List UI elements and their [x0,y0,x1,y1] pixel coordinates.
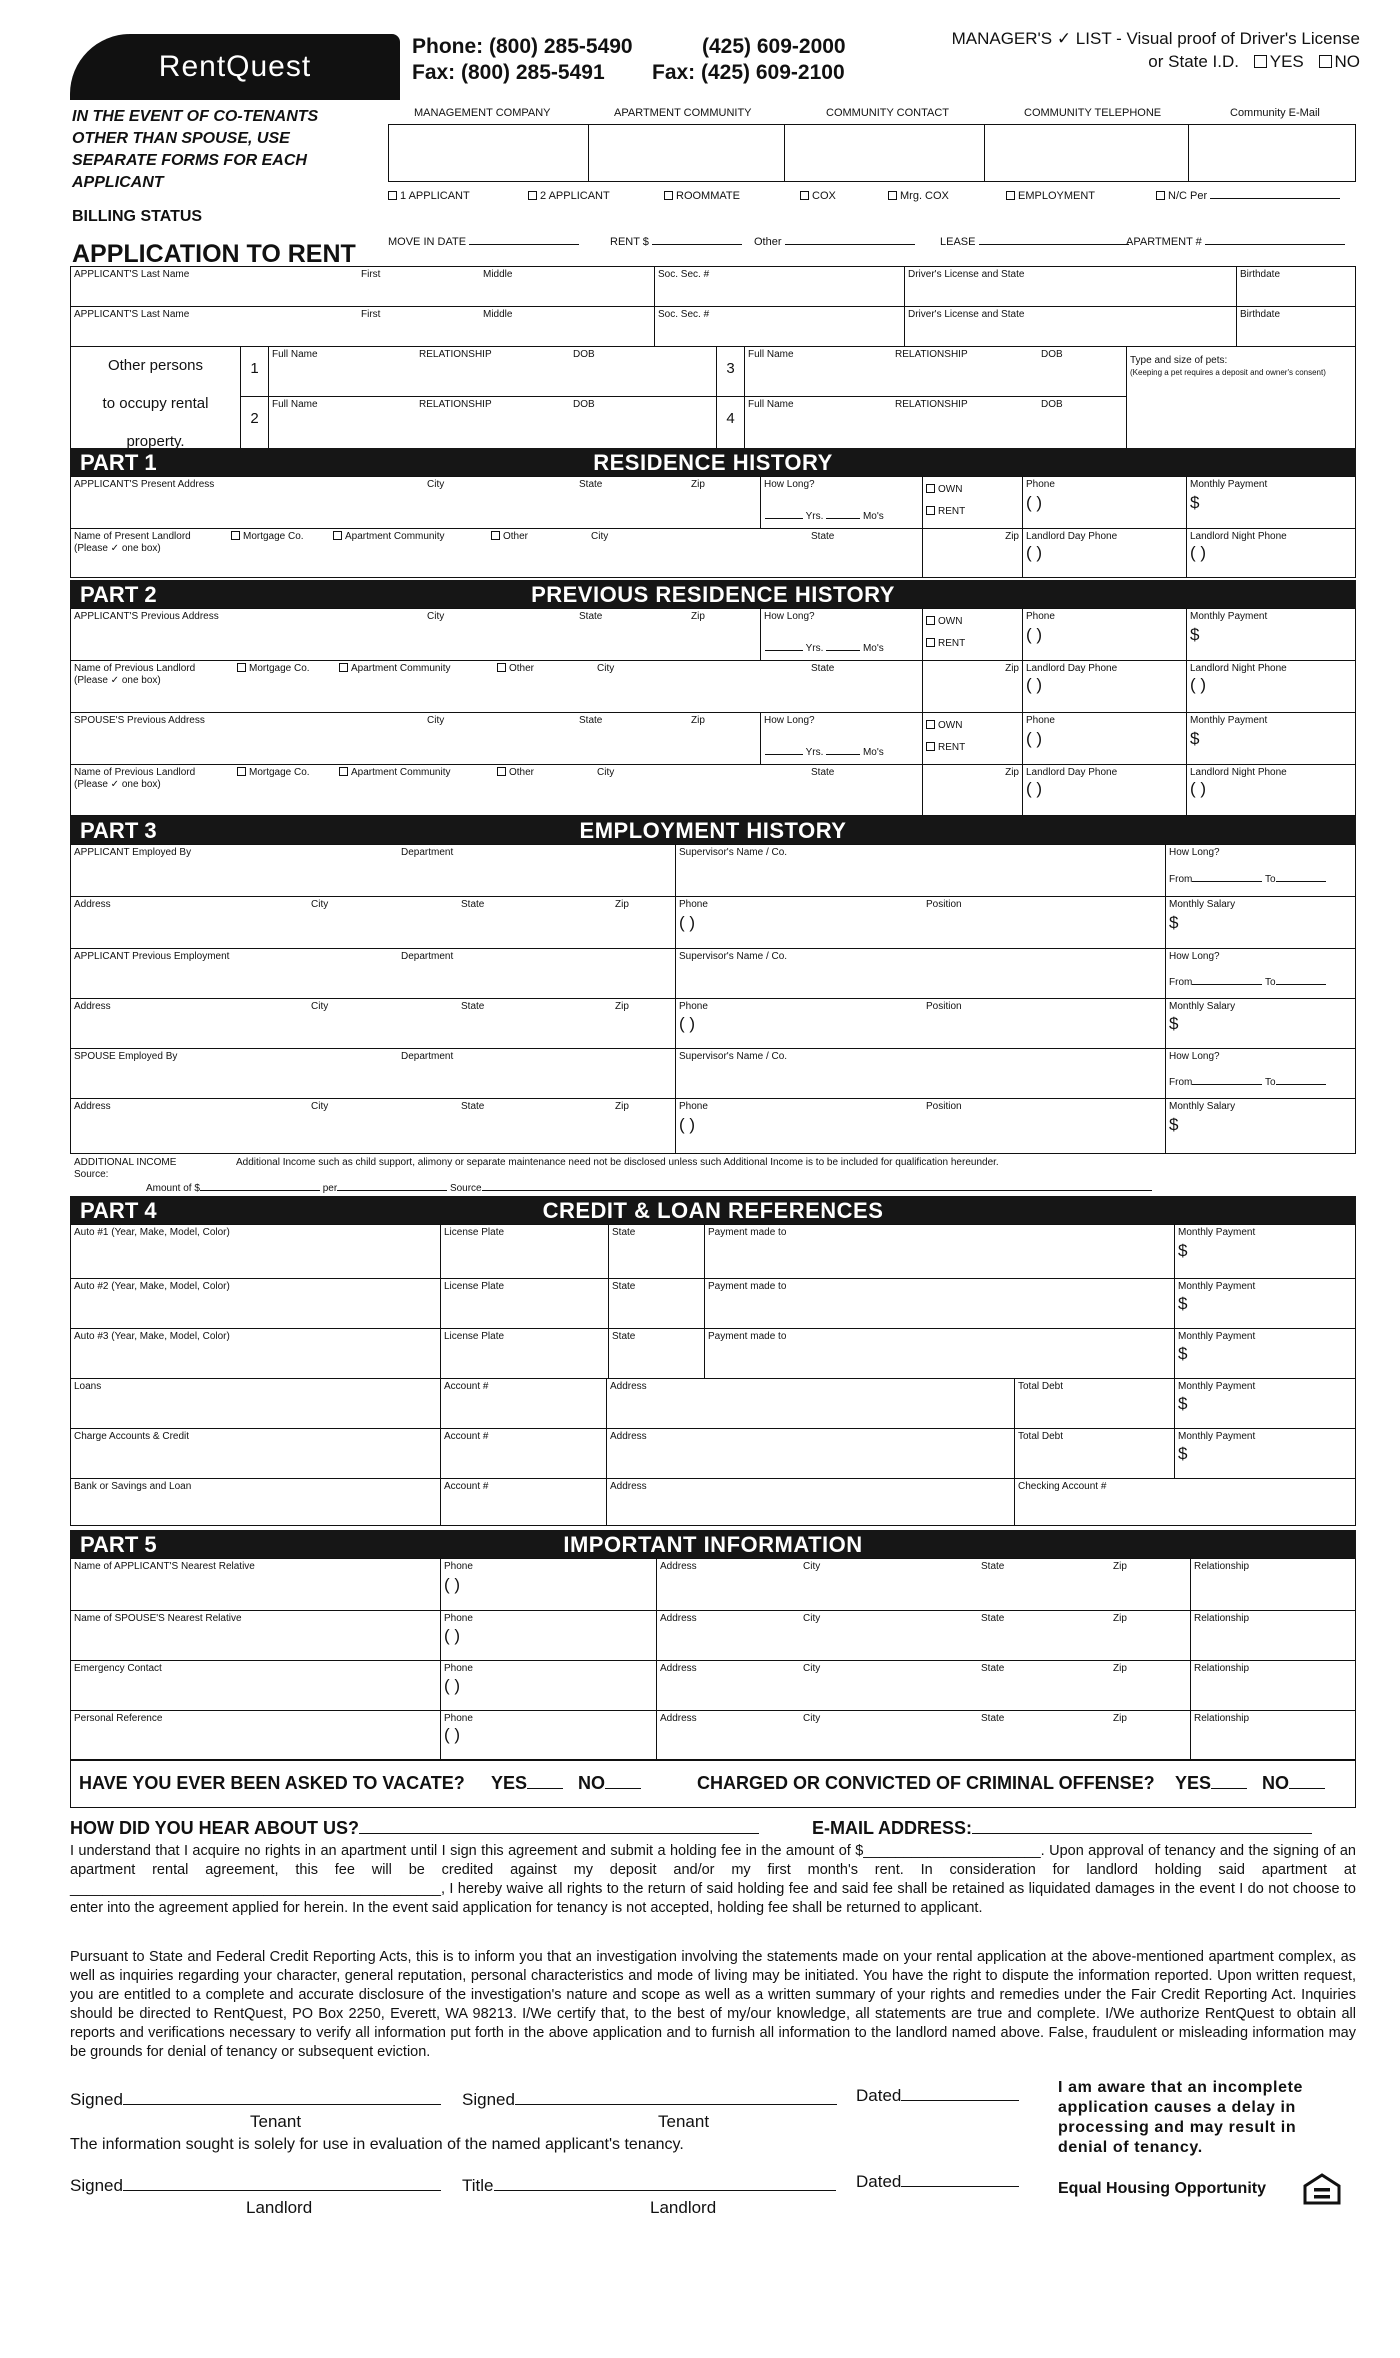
applicant2-birthdate-field[interactable]: Birthdate [1237,307,1355,347]
part2-bar: PREVIOUS RESIDENCE HISTORY PART 2 [70,580,1356,608]
prev-landlord-day-phone[interactable]: Landlord Day Phone ( ) [1023,661,1187,713]
personal-reference-relationship[interactable]: Relationship [1194,1713,1250,1724]
tenant-dated-field[interactable]: Dated [856,2086,1019,2106]
auto2-plate-field[interactable]: License Plate [441,1279,609,1329]
credit-grid [70,1224,1356,1526]
emergency-contact-field[interactable]: Emergency Contact [71,1661,441,1711]
applicant1-name-field[interactable]: APPLICANT'S Last Name First Middle [71,267,655,307]
employer-field[interactable]: APPLICANT Employed By Department [71,845,676,897]
apartment-number-field[interactable]: APARTMENT # [1126,236,1345,248]
present-phone-field[interactable]: Phone ( ) [1023,477,1187,529]
auto1-plate-field[interactable]: License Plate [441,1225,609,1279]
prev-address-field[interactable]: APPLICANT'S Previous Address City State Zip [71,609,761,661]
prev-howlong-field[interactable]: How Long? Yrs. Mo's [761,609,923,661]
emergency-contact-address[interactable]: Address City State Zip [657,1661,1191,1711]
vacate-question: HAVE YOU EVER BEEN ASKED TO VACATE? [79,1773,465,1793]
previous-residence-grid [70,608,1356,816]
rent-field[interactable]: RENT $ [610,236,742,248]
billing-opt-nc[interactable]: N/C Per [1156,190,1340,202]
spouse-relative-address[interactable]: Address City State Zip [657,1611,1191,1661]
present-own-rent[interactable]: OWN RENT [923,477,1023,529]
billing-opt-roommate[interactable]: ROOMMATE [664,190,740,202]
spouse-employer-address-field[interactable]: Address City State Zip [71,1099,676,1153]
spouse-phone-field[interactable]: Phone ( ) [1023,713,1187,765]
auto3-field[interactable]: Auto #3 (Year, Make, Model, Color) [71,1329,441,1379]
prev-phone-field[interactable]: Phone ( ) [1023,609,1187,661]
loans-account-field[interactable]: Account # [441,1379,607,1429]
prev-landlord-night-phone[interactable]: Landlord Night Phone ( ) [1187,661,1355,713]
auto1-field[interactable]: Auto #1 (Year, Make, Model, Color) [71,1225,441,1279]
auto2-monthly-field[interactable]: Monthly Payment $ [1175,1279,1355,1329]
landlord-signature[interactable]: Signed Landlord [70,2176,441,2196]
info-sought-note: The information sought is solely for use in evaluation of the named applicant's tenancy. [70,2136,684,2153]
occupant4-field[interactable]: Full Name RELATIONSHIP DOB [745,397,1127,448]
questions-box [70,1760,1356,1808]
community-email-field[interactable] [1189,125,1355,181]
vacate-answer[interactable]: YES NO [491,1773,641,1794]
phone-800: Phone: (800) 285-5490 [412,35,633,58]
spouse-relative-phone[interactable]: Phone ( ) [441,1611,657,1661]
prev-employer-phone-field[interactable]: Phone Position ( ) [676,999,1166,1049]
applicant-grid [70,266,1356,449]
charge-accounts-field[interactable]: Charge Accounts & Credit [71,1429,441,1479]
fax-425: Fax: (425) 609-2100 [652,61,845,84]
prev-monthly-field[interactable]: Monthly Payment $ [1187,609,1355,661]
occupant-number: 3 [717,347,745,397]
billing-opt-employment[interactable]: EMPLOYMENT [1006,190,1095,202]
auto2-payment-to-field[interactable]: Payment made to [705,1279,1175,1329]
spouse-monthly-field[interactable]: Monthly Payment $ [1187,713,1355,765]
emergency-contact-relationship[interactable]: Relationship [1191,1661,1355,1711]
checking-account-field[interactable]: Checking Account # [1018,1481,1107,1492]
holding-fee-paragraph: I understand that I acquire no rights in an apartment until I sign this agreement and submit a holding fee in the amount of $______________________. Upon approval of tenancy and the signing of an apartment rental agreement, this fee will be credited against my deposit and/or my first month's rent. In consideration for landlord holding said apartment at ______________________________________________, I hereby waive all rights to the return of said holding fee and said fee shall be retained as liquidated damages in the event I do not choose to enter into the agreement applied for herein. In the event said application for tenancy is not accepted, holding fee shall be returned to applicant. [70,1843,1356,1916]
part1-bar: RESIDENCE HISTORY PART 1 [70,448,1356,476]
auto3-monthly-field[interactable]: Monthly Payment $ [1175,1329,1355,1379]
auto2-state-field[interactable]: State [609,1279,705,1329]
applicant-relative-field[interactable]: Name of APPLICANT'S Nearest Relative [71,1559,441,1611]
loans-field[interactable]: Loans [71,1379,441,1429]
applicant1-ssn-field[interactable]: Soc. Sec. # [655,267,905,307]
occupant3-field[interactable]: Full Name RELATIONSHIP DOB [745,347,1127,397]
personal-reference-address[interactable]: Address City State Zip [657,1711,1191,1759]
email-address-field[interactable]: E-MAIL ADDRESS: [812,1818,1356,1839]
billing-opt-1-applicant[interactable]: 1 APPLICANT [388,190,470,202]
bank-account-field[interactable]: Account # [441,1479,607,1525]
spouse-prev-address-field[interactable]: SPOUSE'S Previous Address City State Zip [71,713,761,765]
applicant2-ssn-field[interactable]: Soc. Sec. # [655,307,905,347]
cotenant-note: IN THE EVENT OF CO-TENANTS OTHER THAN SPOUSE, USE SEPARATE FORMS FOR EACH APPLICANT [72,108,319,191]
landlord-title-field[interactable]: Title Landlord [462,2176,836,2196]
occupant-number: 1 [241,347,269,397]
mgmt-header: MANAGEMENT COMPANY [414,107,551,119]
applicant2-dl-field[interactable]: Driver's License and State [905,307,1237,347]
bank-address-field[interactable]: Address [607,1479,1015,1525]
spouse-own-rent[interactable]: OWN RENT [923,713,1023,765]
credit-reporting-paragraph: Pursuant to State and Federal Credit Reporting Acts, this is to inform you that an investigation involving the statements made on your rental application at the above-mentioned apartment complex, as well as inquiries regarding your character, general reputation, personal characteristics and mode of living may be initiated. You have the right to dispute the information reported. Upon written request, you are entitled to a complete and accurate disclosure of the investigation's nature and scope as well as a written summary of your rights and remedies under the Fair Credit Reporting Act. Inquiries should be directed to RentQuest, PO Box 2250, Everett, WA 98213. I/We certify that, to the best of my/our knowledge, all statements are true and complete. I/We authorize RentQuest to obtain all reports and verifications necessary to verify all information put forth in the above application and to furnish all information to the landlord named above. False, fraudulent or misleading information may be grounds for denial of tenancy or subsequent eviction. [70,1949,1356,2060]
phone-425: (425) 609-2000 [702,35,846,58]
salary-field[interactable]: Monthly Salary $ [1166,897,1355,949]
billing-opt-2-applicant[interactable]: 2 APPLICANT [528,190,610,202]
no-checkbox[interactable] [1319,55,1332,68]
present-landlord-zip[interactable]: Zip [923,529,1023,577]
spouse-relative-field[interactable]: Name of SPOUSE'S Nearest Relative [71,1611,441,1661]
prev-landlord-zip[interactable]: Zip [923,661,1023,713]
spouse-howlong-field[interactable]: How Long? From To [1166,1049,1355,1099]
occupant-number: 2 [241,397,269,448]
auto1-payment-to-field[interactable]: Payment made to [705,1225,1175,1279]
additional-income: ADDITIONAL INCOME Additional Income such as child support, alimony or separate maintenance need not be disclosed unless such Additional Income is to be included for qualification hereunder. Source: [74,1157,999,1180]
community-contact-field[interactable] [785,125,985,181]
additional-income-line[interactable]: Amount of $ per Source [146,1183,1346,1195]
tenant2-signature[interactable]: Signed Tenant [462,2090,837,2110]
part5-bar: IMPORTANT INFORMATION PART 5 [70,1530,1356,1558]
charge-address-field[interactable]: Address [607,1429,1015,1479]
auto3-plate-field[interactable]: License Plate [441,1329,609,1379]
incomplete-warning: I am aware that an incomplete application causes a delay in processing and may result in denial of tenancy. [1058,2079,1304,2156]
loans-monthly-field[interactable]: Monthly Payment $ [1175,1379,1355,1429]
personal-reference-phone[interactable]: Phone ( ) [441,1711,657,1759]
mgmt-header: COMMUNITY TELEPHONE [1024,107,1162,119]
spouse-salary-field[interactable]: Monthly Salary $ [1169,1101,1236,1134]
bank-field[interactable]: Bank or Savings and Loan [71,1479,441,1525]
spouse-landlord-day-phone[interactable]: Landlord Day Phone ( ) [1023,765,1187,815]
auto2-field[interactable]: Auto #2 (Year, Make, Model, Color) [71,1279,441,1329]
mgmt-header: Community E-Mail [1230,107,1320,119]
present-landlord-field[interactable]: Name of Present Landlord (Please ✓ one box) Mortgage Co. Apartment Community Other City State [71,529,923,577]
landlord-dated-field[interactable]: Dated [856,2172,1019,2192]
rentquest-logo: RentQuest [70,34,400,100]
present-howlong-field[interactable]: How Long? Yrs. Mo's [761,477,923,529]
prev-howlong-field[interactable]: How Long? From To [1166,949,1355,999]
mgmt-company-field[interactable] [389,125,589,181]
occupant-number: 4 [717,397,745,448]
spouse-employer-field[interactable]: SPOUSE Employed By Department [71,1049,676,1099]
present-address-field[interactable]: APPLICANT'S Present Address City State Zip [71,477,761,529]
auto1-state-field[interactable]: State [609,1225,705,1279]
present-landlord-day-phone[interactable]: Landlord Day Phone ( ) [1023,529,1187,577]
spouse-supervisor-field[interactable]: Supervisor's Name / Co. [676,1049,1166,1099]
hear-about-us-field[interactable]: HOW DID YOU HEAR ABOUT US? [70,1818,800,1839]
applicant-relative-address[interactable]: Address City State Zip [657,1559,1191,1611]
present-landlord-night-phone[interactable]: Landlord Night Phone ( ) [1190,531,1287,562]
move-in-date-field[interactable]: MOVE IN DATE [388,236,579,248]
personal-reference-field[interactable]: Personal Reference [71,1711,441,1759]
apartment-community-field[interactable] [589,125,785,181]
page-title: APPLICATION TO RENT [72,240,356,268]
loans-total-debt-field[interactable]: Total Debt [1015,1379,1175,1429]
lease-field[interactable]: LEASE [940,236,1129,248]
charge-account-field[interactable]: Account # [441,1429,607,1479]
applicant-relative-relationship[interactable]: Relationship [1191,1559,1355,1611]
other-field[interactable]: Other [754,236,915,248]
applicant1-birthdate-field[interactable]: Birthdate [1237,267,1355,307]
employer-address-field[interactable]: Address City State Zip [71,897,676,949]
applicant1-dl-field[interactable]: Driver's License and State [905,267,1237,307]
pets-field[interactable]: Type and size of pets: (Keeping a pet requires a deposit and owner's consent) [1130,355,1326,377]
billing-opt-cox[interactable]: COX [800,190,836,202]
present-monthly-field[interactable]: Monthly Payment $ [1187,477,1355,529]
howlong-field[interactable]: How Long? From To [1166,845,1355,897]
equal-housing-icon [1302,2172,1342,2211]
billing-opt-mrg-cox[interactable]: Mrg. COX [888,190,949,202]
part4-bar: CREDIT & LOAN REFERENCES PART 4 [70,1196,1356,1224]
loans-address-field[interactable]: Address [607,1379,1015,1429]
criminal-answer[interactable]: YES NO [1175,1773,1325,1794]
manager-list-line2: or State I.D. YES NO [1148,52,1360,71]
employer-phone-field[interactable]: Phone Position ( ) [676,897,1166,949]
important-info-grid [70,1558,1356,1760]
spouse-employer-phone-field[interactable]: Phone Position ( ) [676,1099,1166,1153]
prev-supervisor-field[interactable]: Supervisor's Name / Co. [676,949,1166,999]
prev-salary-field[interactable]: Monthly Salary $ [1166,999,1355,1049]
applicant-relative-phone[interactable]: Phone ( ) [441,1559,657,1611]
charge-total-debt-field[interactable]: Total Debt [1015,1429,1175,1479]
residence-grid [70,476,1356,578]
fax-800: Fax: (800) 285-5491 [412,61,605,84]
auto1-monthly-field[interactable]: Monthly Payment $ [1175,1225,1355,1279]
criminal-question: CHARGED OR CONVICTED OF CRIMINAL OFFENSE? [697,1773,1155,1793]
employment-grid [70,844,1356,1154]
spouse-relative-relationship[interactable]: Relationship [1191,1611,1355,1661]
occupant1-field[interactable]: Full Name RELATIONSHIP DOB [269,347,717,397]
spouse-landlord-field[interactable]: Name of Previous Landlord (Please ✓ one box) Mortgage Co. Apartment Community Other City State [71,765,923,815]
mgmt-box [388,124,1356,182]
part3-bar: EMPLOYMENT HISTORY PART 3 [70,816,1356,844]
mgmt-header: COMMUNITY CONTACT [826,107,950,119]
prev-employer-address-field[interactable]: Address City State Zip [71,999,676,1049]
manager-list-line1: MANAGER'S ✓ LIST - Visual proof of Driver's License [951,29,1360,48]
charge-monthly-field[interactable]: Monthly Payment $ [1175,1429,1355,1479]
other-persons-label: Other persons to occupy rental property. [71,347,241,448]
prev-own-rent[interactable]: OWN RENT [923,609,1023,661]
auto3-payment-to-field[interactable]: Payment made to [705,1329,1175,1379]
equal-housing-text: Equal Housing Opportunity [1058,2180,1266,2197]
supervisor-field[interactable]: Supervisor's Name / Co. [676,845,1166,897]
emergency-contact-phone[interactable]: Phone ( ) [441,1661,657,1711]
applicant2-name-field[interactable]: APPLICANT'S Last Name First Middle [71,307,655,347]
community-telephone-field[interactable] [985,125,1189,181]
spouse-landlord-zip[interactable]: Zip [923,765,1023,815]
prev-employer-field[interactable]: APPLICANT Previous Employment Department [71,949,676,999]
spouse-howlong-field[interactable]: How Long? Yrs. Mo's [761,713,923,765]
mgmt-header: APARTMENT COMMUNITY [614,107,752,119]
occupant2-field[interactable]: Full Name RELATIONSHIP DOB [269,397,717,448]
billing-status: BILLING STATUS [72,208,203,225]
prev-landlord-field[interactable]: Name of Previous Landlord (Please ✓ one box) Mortgage Co. Apartment Community Other City State [71,661,923,713]
yes-checkbox[interactable] [1254,55,1267,68]
auto3-state-field[interactable]: State [609,1329,705,1379]
tenant1-signature[interactable]: Signed Tenant [70,2090,441,2110]
spouse-landlord-night-phone[interactable]: Landlord Night Phone ( ) [1190,767,1287,798]
